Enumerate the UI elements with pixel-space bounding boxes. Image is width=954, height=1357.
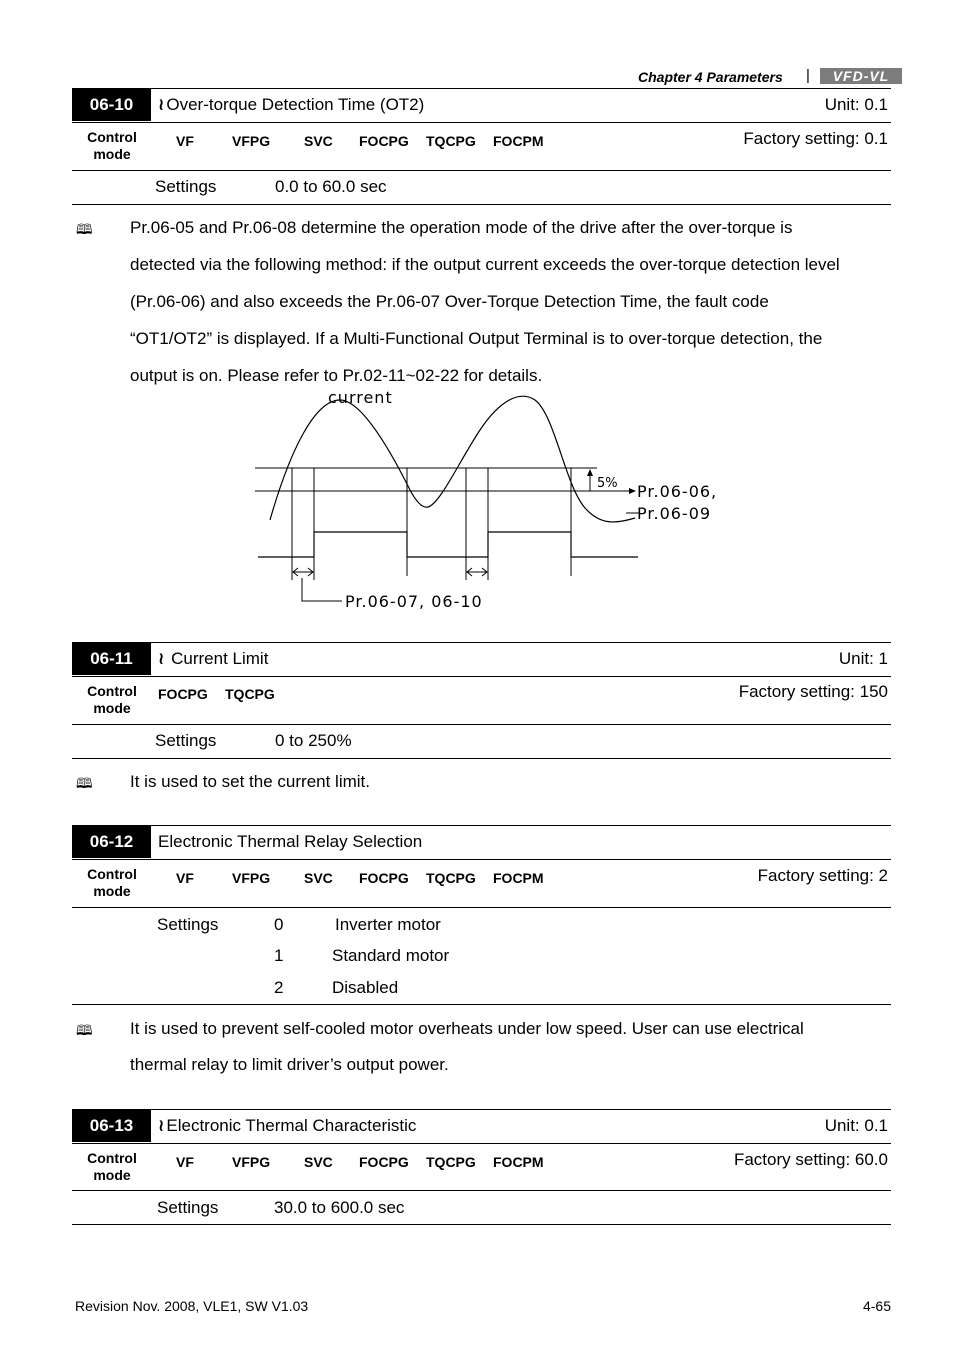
mode-focpm: FOCPM [493,870,544,886]
param-title-06-11: ≀ Current Limit [158,649,269,668]
note-line: (Pr.06-06) and also exceeds the Pr.06-07 Over-Torque Detection Time, the fault code [130,292,769,311]
mode-focpg: FOCPG [359,870,409,886]
online-change-icon: ≀ [158,95,165,114]
settings-label: Settings [157,915,219,934]
mode-vfpg: VFPG [232,133,271,149]
mode-vfpg: VFPG [232,870,271,886]
mode-tqcpg: TQCPG [426,133,476,149]
level-label-1: Pr.06-06, [637,482,718,501]
note-line: output is on. Please refer to Pr.02-11~02-22 for details. [130,366,543,385]
note-line: thermal relay to limit driver’s output power. [130,1055,449,1074]
divider [72,907,891,908]
mode-focpm: FOCPM [493,133,544,149]
chapter-title: Chapter 4 Parameters [638,69,783,85]
factory-setting-06-11: Factory setting: 150 [738,682,888,701]
control-mode-label: Control mode [87,683,137,716]
divider [72,1109,891,1110]
factory-setting-06-10: Factory setting: 0.1 [743,129,888,148]
arrow-head-icon [587,469,593,476]
book-icon: 🕮 [76,775,93,791]
param-unit-06-13: Unit: 0.1 [824,1116,888,1135]
param-code-06-10: 06-10 [72,89,151,121]
setting-value: 0 [274,915,284,934]
note-line: It is used to prevent self-cooled motor overheats under low speed. User can use electrical [130,1019,804,1038]
note-line: detected via the following method: if the output current exceeds the over-torque detection level [130,255,840,274]
mode-focpg: FOCPG [158,686,208,702]
settings-label: Settings [155,177,217,196]
control-mode-label: Control mode [87,866,137,899]
settings-range-06-10: 0.0 to 60.0 sec [275,177,387,196]
online-change-icon: ≀ [158,1116,165,1135]
setting-description: Disabled [332,978,399,997]
time-label-leader [302,578,342,601]
note-line: It is used to set the current limit. [130,772,370,791]
mode-tqcpg: TQCPG [426,1154,476,1170]
current-waveform [270,396,635,522]
time-label: Pr.06-07, 06-10 [345,592,483,611]
online-change-icon: ≀ [158,649,165,668]
param-title-06-12: Electronic Thermal Relay Selection [158,832,423,851]
settings-range-06-11: 0 to 250% [275,731,352,750]
settings-label: Settings [155,731,217,750]
setting-value: 2 [274,978,284,997]
divider [72,758,891,759]
param-unit-06-11: Unit: 1 [838,649,888,668]
divider [72,1143,891,1144]
control-mode-label: Control mode [87,1150,137,1183]
divider [72,859,891,860]
mode-vfpg: VFPG [232,1154,271,1170]
param-code-06-12: 06-12 [72,826,151,858]
arrow-head-icon [629,488,636,494]
mode-vf: VF [176,133,194,149]
mode-focpm: FOCPM [493,1154,544,1170]
factory-setting-06-12: Factory setting: 2 [757,866,888,885]
header-separator: | [806,67,810,84]
mode-svc: SVC [304,133,333,149]
mode-tqcpg: TQCPG [225,686,275,702]
current-axis-label: current [328,388,393,407]
setting-value: 1 [274,946,284,965]
mode-focpg: FOCPG [359,133,409,149]
divider [72,825,891,826]
divider [72,1004,891,1005]
output-signal [258,532,638,557]
divider [72,1224,891,1225]
revision-footer: Revision Nov. 2008, VLE1, SW V1.03 [75,1298,309,1314]
factory-setting-06-13: Factory setting: 60.0 [733,1150,888,1169]
vfd-vl-logo: VFD-VL [820,68,902,84]
mode-vf: VF [176,870,194,886]
level-label-2: Pr.06-09 [637,504,712,523]
control-mode-label: Control mode [87,129,137,162]
book-icon: 🕮 [76,221,93,237]
param-unit-06-10: Unit: 0.1 [824,95,888,114]
setting-description: Standard motor [332,946,450,965]
param-title-06-10: ≀ Over-torque Detection Time (OT2) [158,95,425,114]
note-line: Pr.06-05 and Pr.06-08 determine the operation mode of the drive after the over-torque is [130,218,793,237]
param-title-06-13: ≀ Electronic Thermal Characteristic [158,1116,417,1135]
settings-range-06-13: 30.0 to 600.0 sec [274,1198,405,1217]
param-code-06-11: 06-11 [72,643,151,675]
hysteresis-label: 5% [597,476,618,491]
mode-svc: SVC [304,1154,333,1170]
note-line: “OT1/OT2” is displayed. If a Multi-Functional Output Terminal is to over-torque detection, the [130,329,823,348]
divider [72,1190,891,1191]
divider [72,724,891,725]
mode-svc: SVC [304,870,333,886]
mode-focpg: FOCPG [359,1154,409,1170]
book-icon: 🕮 [76,1022,93,1038]
divider [72,676,891,677]
page-number: 4-65 [862,1298,891,1314]
overtorque-timing-diagram [0,0,954,640]
mode-tqcpg: TQCPG [426,870,476,886]
divider [72,642,891,643]
settings-label: Settings [157,1198,219,1217]
param-code-06-13: 06-13 [72,1110,151,1142]
mode-vf: VF [176,1154,194,1170]
setting-description: Inverter motor [335,915,441,934]
